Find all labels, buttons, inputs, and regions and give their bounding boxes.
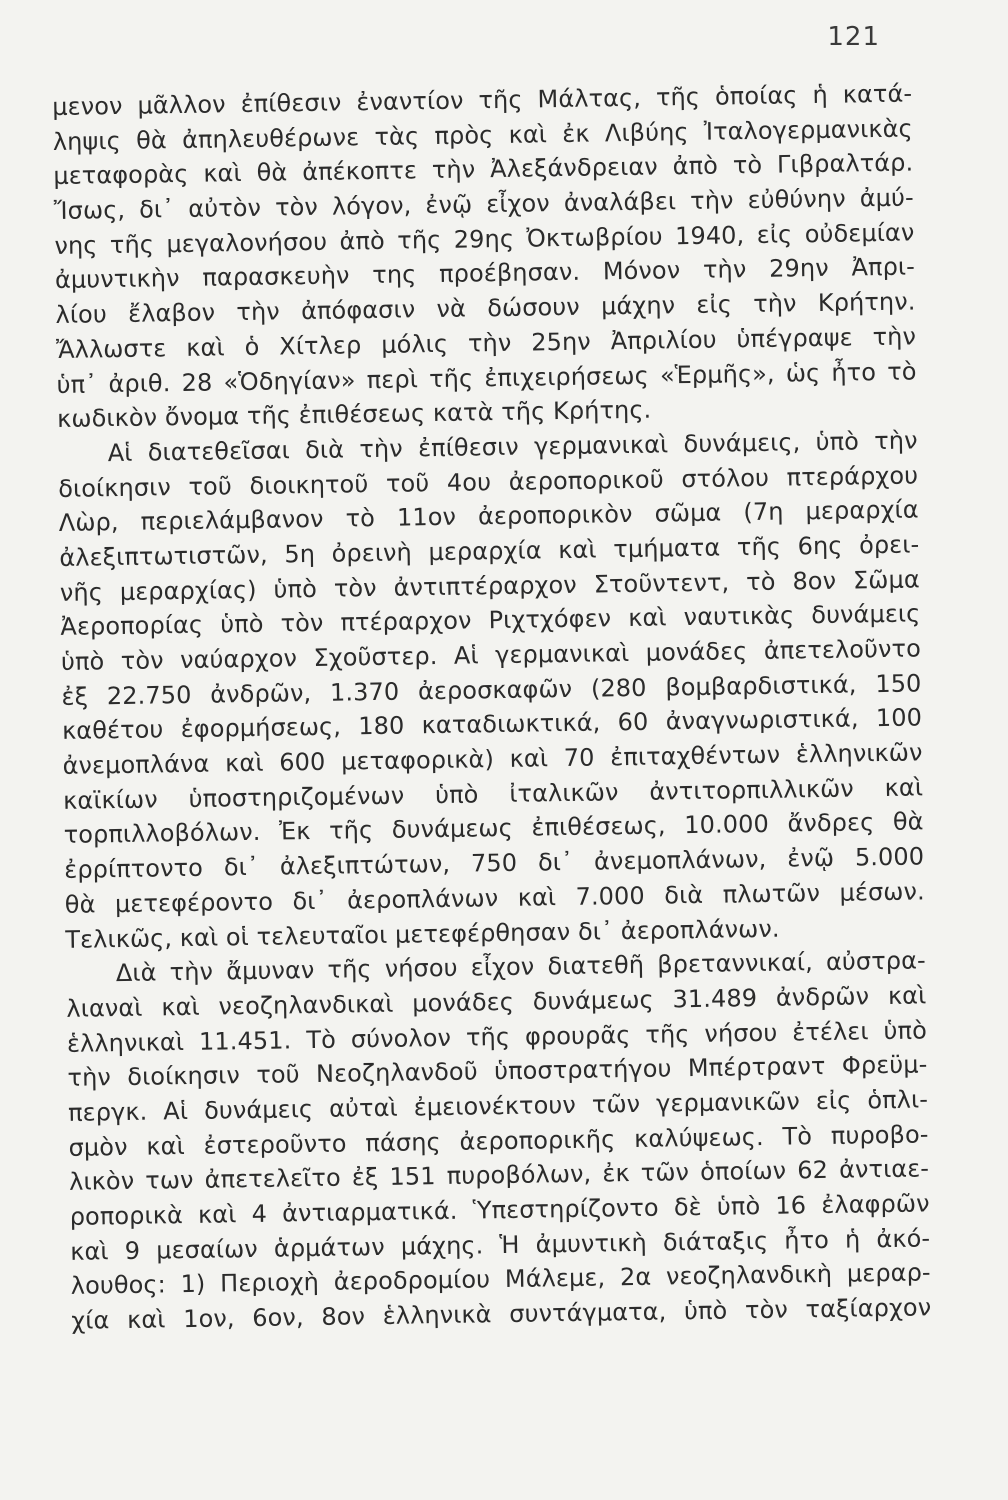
text-line: διοίκησιν τοῦ διοικητοῦ τοῦ 4ου ἀεροπορικοῦ στόλου πτεράρχου xyxy=(58,461,919,503)
text-line: λίου ἔλαβον τὴν ἀπόφασιν νὰ δώσουν μάχην εἰς τὴν Κρήτην. xyxy=(55,287,916,330)
text-line: ἀμυντικὴν παρασκευὴν της προέβησαν. Μόνον τὴν 29ην Ἀπρι- xyxy=(54,252,916,295)
paragraph xyxy=(66,944,932,1339)
paragraph xyxy=(57,423,925,957)
text-line: σμὸν καὶ ἐστεροῦντο πάσης ἀεροπορικῆς καλύψεως. Τὸ πυροβο- xyxy=(68,1119,929,1162)
text-line: καθέτου ἐφορμήσεως, 180 καταδιωκτικά, 60 ἀναγνωριστικά, 100 xyxy=(61,703,923,746)
text-line: καϊκίων ὑποστηριζομένων ὑπὸ ἰταλικῶν ἀντιτορπιλλικῶν καὶ xyxy=(62,773,924,815)
text-line: τορπιλλοβόλων. Ἐκ τῆς δυνάμεως ἐπιθέσεως, 10.000 ἄνδρες θὰ xyxy=(63,807,924,850)
text-line: θὰ μετεφέροντο δι᾽ ἀεροπλάνων καὶ 7.000 διὰ πλωτῶν μέσων. xyxy=(64,877,925,919)
text-line: νῆς μεραρχίας) ὑπὸ τὸν ἀντιπτέραρχον Στοῦντεντ, τὸ 8ον Σῶμα xyxy=(59,565,921,607)
text-line: μεταφορὰς καὶ θὰ ἀπέκοπτε τὴν Ἀλεξάνδρειαν ἀπὸ τὸ Γιβραλτάρ. xyxy=(53,148,914,191)
text-line: ἑλληνικαὶ 11.451. Τὸ σύνολον τῆς φρουρᾶς τῆς νήσου ἐτέλει ὑπὸ xyxy=(66,1015,928,1058)
text-line: καὶ 9 μεσαίων ἁρμάτων μάχης. Ἡ ἀμυντικὴ διάταξις ἦτο ἡ ἀκό- xyxy=(70,1224,931,1266)
text-line: ὑπ᾽ ἀριθ. 28 «Ὁδηγίαν» περὶ τῆς ἐπιχειρήσεως «Ἑρμῆς», ὡς ἦτο τὸ xyxy=(56,356,917,399)
body-text xyxy=(52,76,932,1338)
text-line: χία καὶ 1ον, 6ον, 8ον ἑλληνικὰ συντάγματα, ὑπὸ τὸν ταξίαρχον xyxy=(71,1293,932,1335)
text-line: Ἄλλωστε καὶ ὁ Χίτλερ μόλις τὴν 25ην Ἀπριλίου ὑπέγραψε τὴν xyxy=(55,322,917,364)
text-line: Αἱ διατεθεῖσαι διὰ τὴν ἐπίθεσιν γερμανικαὶ δυνάμεις, ὑπὸ τὴν xyxy=(107,426,918,468)
text-line: ἐξ 22.750 ἀνδρῶν, 1.370 ἀεροσκαφῶν (280 βομβαρδιστικά, 150 xyxy=(61,669,922,711)
page-number: 121 xyxy=(827,22,880,52)
text-line: ροπορικὰ καὶ 4 ἀντιαρματικά. Ὑπεστηρίζοντο δὲ ὑπὸ 16 ἐλαφρῶν xyxy=(69,1189,930,1231)
text-line: λιαναὶ καὶ νεοζηλανδικαὶ μονάδες δυνάμεως 31.489 ἀνδρῶν καὶ xyxy=(66,981,927,1023)
text-line: περγκ. Αἱ δυνάμεις αὐταὶ ἐμειονέκτουν τῶν γερμανικῶν εἰς ὁπλι- xyxy=(67,1085,929,1127)
text-line: λουθος: 1) Περιοχὴ ἀεροδρομίου Μάλεμε, 2α νεοζηλανδικὴ μεραρ- xyxy=(70,1258,931,1301)
text-line: λικὸν των ἀπετελεῖτο ἐξ 151 πυροβόλων, ἐκ τῶν ὁποίων 62 ἀντιαε- xyxy=(68,1154,930,1197)
text-line: ληψις θὰ ἀπηλευθέρωνε τὰς πρὸς καὶ ἐκ Λιβύης Ἰταλογερμανικὰς xyxy=(52,114,913,156)
text-line: νης τῆς μεγαλονήσου ἀπὸ τῆς 29ης Ὀκτωβρίου 1940, εἰς οὐδεμίαν xyxy=(54,218,915,260)
text-line: Ἴσως, δι᾽ αὐτὸν τὸν λόγον, ἐνῷ εἶχον ἀναλάβει τὴν εὐθύνην ἀμύ- xyxy=(53,183,915,226)
text-line: Διὰ τὴν ἄμυναν τῆς νήσου εἶχον διατεθῆ βρεταννικαί, αὐστρα- xyxy=(115,946,927,988)
text-line: τὴν διοίκησιν τοῦ Νεοζηλανδοῦ ὑποστρατήγου Μπέρτραντ Φρεϋμ- xyxy=(67,1050,928,1093)
text-line: ἀλεξιπτωτιστῶν, 5η ὀρεινὴ μεραρχία καὶ τμήματα τῆς 6ης ὀρει- xyxy=(59,530,920,572)
text-line: μενον μᾶλλον ἐπίθεσιν ἐναντίον τῆς Μάλτας, τῆς ὁποίας ἡ κατά- xyxy=(52,79,913,121)
text-line: ὑπὸ τὸν ναύαρχον Σχοῦστερ. Αἱ γερμανικαὶ μονάδες ἀπετελοῦντο xyxy=(60,634,922,676)
text-line: Τελικῶς, καὶ οἱ τελευταῖοι μετεφέρθησαν δι᾽ ἀεροπλάνων. xyxy=(65,914,780,954)
paragraph xyxy=(52,76,917,436)
text-line: κωδικὸν ὄνομα τῆς ἐπιθέσεως κατὰ τῆς Κρήτης. xyxy=(56,395,652,434)
text-line: Λὼρ, περιελάμβανον τὸ 11ον ἀεροπορικὸν σῶμα (7η μεραρχία xyxy=(58,495,919,538)
text-line: ἐρρίπτοντο δι᾽ ἀλεξιπτώτων, 750 δι᾽ ἀνεμοπλάνων, ἐνῷ 5.000 xyxy=(64,842,925,885)
text-line: Ἀεροπορίας ὑπὸ τὸν πτέραρχον Ριχτχόφεν καὶ ναυτικὰς δυνάμεις xyxy=(60,599,921,642)
text-line: ἀνεμοπλάνα καὶ 600 μεταφορικὰ) καὶ 70 ἐπιταχθέντων ἑλληνικῶν xyxy=(62,738,923,780)
